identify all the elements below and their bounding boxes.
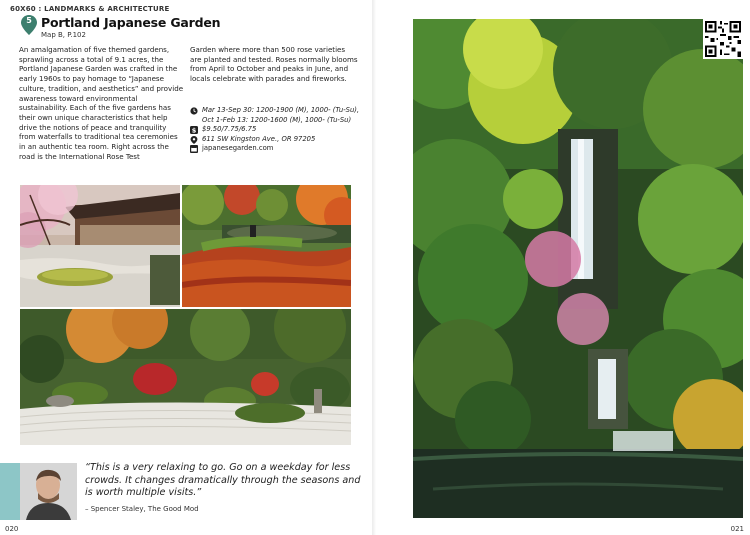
quote-attribution: – Spencer Staley, The Good Mod (85, 505, 199, 513)
address-text: 611 SW Kingston Ave., OR 97205 (202, 134, 316, 143)
info-hours (190, 106, 360, 125)
clock-icon (190, 107, 198, 115)
hours-text: Mar 13-Sep 30: 1200-1900 (M), 1000- (Tu-Su), Oct 1-Feb 13: 1200-1600 (M), 1000- (Tu-Su) (202, 106, 360, 124)
photo-waterfall-garden (413, 19, 743, 518)
photo-teahouse-cherry-blossom (20, 185, 180, 307)
info-address (190, 135, 360, 145)
map-pin-icon (21, 15, 37, 35)
entry-number: 5 (26, 16, 32, 25)
map-reference: Map B, P.102 (41, 31, 86, 39)
photo-zen-garden (20, 309, 351, 445)
quote-text: “This is a very relaxing to go. Go on a weekday for less crowds. It changes dramatically through the seasons and is worth multiple visits.” (85, 462, 361, 499)
section-label: 60X60 : LANDMARKS & ARCHITECTURE (10, 5, 170, 13)
body-text-column-2: Garden where more than 500 rose varieties are planted and tested. Roses normally blooms from April to October and peaks in June, and locals celebrate with parades and fireworks. (190, 45, 358, 84)
book-gutter (372, 0, 378, 535)
photo-autumn-garden (182, 185, 351, 307)
qr-code[interactable] (703, 19, 743, 59)
quote-accent-bar (0, 463, 20, 520)
price-text: $9.50/7.75/6.75 (202, 125, 257, 133)
page-number-left: 020 (5, 525, 19, 533)
info-website (190, 144, 360, 154)
svg-text:$: $ (191, 126, 197, 134)
website-icon (190, 145, 198, 153)
info-price (190, 125, 360, 135)
body-text-column-1: An amalgamation of five themed gardens, sprawling across a total of 9.1 acres, the Portland Japanese Garden was crafted in the early 1960s to pay homage to “Japanese culture, tradition, and aesthetics” and provide awareness toward environmental sustainability. Each of the five gardens has their own unique characteristics that help drive the notions of peace and tranquility from waterfalls to traditional tea ceremonies in an authentic tea room. Right across the road is the International Rose Test (19, 45, 184, 161)
avatar (20, 463, 77, 520)
entry-title: Portland Japanese Garden (41, 15, 221, 30)
location-icon (190, 136, 198, 144)
website-text[interactable]: japanesegarden.com (202, 144, 274, 152)
price-icon (190, 126, 198, 134)
info-list (190, 106, 360, 154)
page-number-right: 021 (730, 525, 744, 533)
